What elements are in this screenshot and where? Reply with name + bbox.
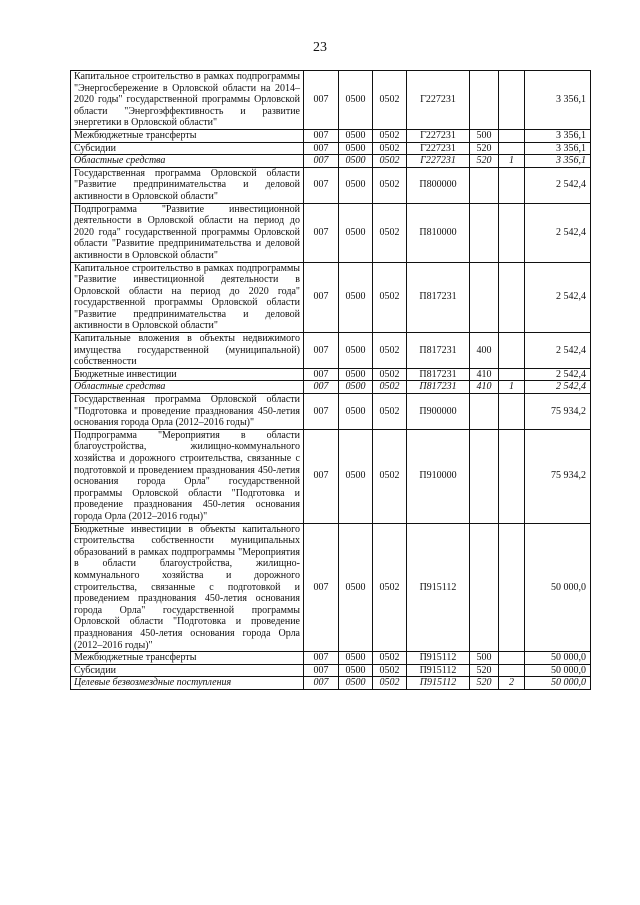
table-row	[71, 333, 591, 369]
row-section-code: 0500	[339, 429, 373, 523]
row-expense-type: 410	[470, 381, 499, 394]
row-amount: 2 542,4	[525, 333, 591, 369]
row-amount: 2 542,4	[525, 381, 591, 394]
row-ved-code: 007	[304, 155, 339, 168]
row-subsection-code: 0502	[373, 368, 407, 381]
row-target-article: Г227231	[407, 142, 470, 155]
row-name: Капитальное строительство в рамках подпрограммы "Развитие инвестиционной деятельности в Орловской области на период до 2020 года" государственной программы Орловской области "Развитие предпринимательства и деловой активности в Орловской области"	[71, 262, 304, 333]
row-expense-type	[470, 203, 499, 262]
row-name: Государственная программа Орловской области "Развитие предпринимательства и деловой активности в Орловской области"	[71, 167, 304, 203]
row-amount: 3 356,1	[525, 142, 591, 155]
table-row	[71, 664, 591, 677]
row-expense-type: 520	[470, 142, 499, 155]
row-name: Бюджетные инвестиции	[71, 368, 304, 381]
row-ved-code: 007	[304, 664, 339, 677]
row-amount: 50 000,0	[525, 652, 591, 665]
row-section-code: 0500	[339, 652, 373, 665]
row-target-article: П817231	[407, 262, 470, 333]
row-expense-type: 520	[470, 677, 499, 690]
row-ved-code: 007	[304, 394, 339, 430]
row-funding-source	[499, 129, 525, 142]
row-name: Межбюджетные трансферты	[71, 652, 304, 665]
row-subsection-code: 0502	[373, 129, 407, 142]
row-section-code: 0500	[339, 394, 373, 430]
row-subsection-code: 0502	[373, 677, 407, 690]
row-amount: 50 000,0	[525, 523, 591, 652]
row-name: Капитальное строительство в рамках подпрограммы "Энергосбережение в Орловской области на 2014–2020 годы" государственной программы Орловской области "Энергоэффективность и развитие энергетики в Орловской области"	[71, 71, 304, 130]
table-row	[71, 203, 591, 262]
row-expense-type: 520	[470, 664, 499, 677]
row-amount: 3 356,1	[525, 155, 591, 168]
row-subsection-code: 0502	[373, 381, 407, 394]
row-funding-source: 1	[499, 155, 525, 168]
row-target-article: П810000	[407, 203, 470, 262]
table-row	[71, 129, 591, 142]
table-row	[71, 167, 591, 203]
row-section-code: 0500	[339, 381, 373, 394]
row-ved-code: 007	[304, 262, 339, 333]
row-name: Капитальные вложения в объекты недвижимого имущества государственной (муниципальной) собственности	[71, 333, 304, 369]
row-name: Бюджетные инвестиции в объекты капитального строительства собственности муниципальных образований в рамках подпрограммы "Мероприятия в области благоустройства, жилищно-коммунального хозяйства и дорожного строительства, связанные с подготовкой и проведением празднования 450-летия основания города Орла" государственной программы Орловской области "Подготовка и проведение празднования 450-летия основания города Орла (2012–2016 годы)"	[71, 523, 304, 652]
row-amount: 75 934,2	[525, 394, 591, 430]
row-section-code: 0500	[339, 368, 373, 381]
row-subsection-code: 0502	[373, 167, 407, 203]
row-target-article: П915112	[407, 664, 470, 677]
row-amount: 50 000,0	[525, 677, 591, 690]
row-expense-type: 500	[470, 652, 499, 665]
row-ved-code: 007	[304, 523, 339, 652]
row-section-code: 0500	[339, 333, 373, 369]
row-ved-code: 007	[304, 203, 339, 262]
row-target-article: Г227231	[407, 71, 470, 130]
table-row	[71, 155, 591, 168]
row-name: Субсидии	[71, 664, 304, 677]
row-section-code: 0500	[339, 71, 373, 130]
table-row	[71, 677, 591, 690]
row-ved-code: 007	[304, 381, 339, 394]
row-target-article: Г227231	[407, 129, 470, 142]
row-funding-source: 1	[499, 381, 525, 394]
table-row	[71, 262, 591, 333]
row-funding-source	[499, 71, 525, 130]
budget-table	[70, 70, 591, 690]
row-funding-source	[499, 167, 525, 203]
row-funding-source	[499, 333, 525, 369]
row-expense-type	[470, 167, 499, 203]
row-target-article: П915112	[407, 652, 470, 665]
row-section-code: 0500	[339, 142, 373, 155]
row-target-article: П817231	[407, 333, 470, 369]
row-target-article: П900000	[407, 394, 470, 430]
row-name: Подпрограмма "Развитие инвестиционной деятельности в Орловской области на период до 2020 года" государственной программы Орловской области "Развитие предпринимательства и деловой активности в Орловской области"	[71, 203, 304, 262]
row-funding-source	[499, 429, 525, 523]
row-ved-code: 007	[304, 129, 339, 142]
row-amount: 2 542,4	[525, 203, 591, 262]
row-target-article: П817231	[407, 381, 470, 394]
row-section-code: 0500	[339, 155, 373, 168]
row-amount: 2 542,4	[525, 368, 591, 381]
row-name: Областные средства	[71, 381, 304, 394]
row-subsection-code: 0502	[373, 664, 407, 677]
row-funding-source	[499, 142, 525, 155]
row-ved-code: 007	[304, 71, 339, 130]
row-subsection-code: 0502	[373, 394, 407, 430]
row-subsection-code: 0502	[373, 262, 407, 333]
row-funding-source	[499, 523, 525, 652]
row-name: Субсидии	[71, 142, 304, 155]
table-row	[71, 429, 591, 523]
row-expense-type	[470, 429, 499, 523]
row-expense-type	[470, 523, 499, 652]
row-target-article: П910000	[407, 429, 470, 523]
row-section-code: 0500	[339, 677, 373, 690]
row-funding-source	[499, 652, 525, 665]
row-ved-code: 007	[304, 429, 339, 523]
row-subsection-code: 0502	[373, 142, 407, 155]
row-ved-code: 007	[304, 333, 339, 369]
row-target-article: П915112	[407, 677, 470, 690]
row-subsection-code: 0502	[373, 155, 407, 168]
row-ved-code: 007	[304, 677, 339, 690]
row-amount: 3 356,1	[525, 129, 591, 142]
row-name: Межбюджетные трансферты	[71, 129, 304, 142]
row-funding-source: 2	[499, 677, 525, 690]
row-expense-type: 410	[470, 368, 499, 381]
table-row	[71, 652, 591, 665]
row-target-article: П817231	[407, 368, 470, 381]
row-funding-source	[499, 262, 525, 333]
row-section-code: 0500	[339, 129, 373, 142]
row-funding-source	[499, 664, 525, 677]
row-funding-source	[499, 203, 525, 262]
table-row	[71, 71, 591, 130]
row-section-code: 0500	[339, 167, 373, 203]
page-number: 23	[313, 40, 327, 55]
table-row	[71, 381, 591, 394]
row-subsection-code: 0502	[373, 429, 407, 523]
row-subsection-code: 0502	[373, 71, 407, 130]
row-funding-source	[499, 394, 525, 430]
row-name: Государственная программа Орловской области "Подготовка и проведение празднования 450-летия основания города Орла (2012–2016 годы)"	[71, 394, 304, 430]
row-amount: 3 356,1	[525, 71, 591, 130]
row-amount: 75 934,2	[525, 429, 591, 523]
row-expense-type	[470, 71, 499, 130]
table-row	[71, 142, 591, 155]
row-name: Целевые безвозмездные поступления	[71, 677, 304, 690]
row-section-code: 0500	[339, 523, 373, 652]
row-expense-type: 500	[470, 129, 499, 142]
table-row	[71, 394, 591, 430]
row-section-code: 0500	[339, 262, 373, 333]
row-name: Областные средства	[71, 155, 304, 168]
row-ved-code: 007	[304, 652, 339, 665]
row-subsection-code: 0502	[373, 203, 407, 262]
row-ved-code: 007	[304, 368, 339, 381]
row-ved-code: 007	[304, 142, 339, 155]
row-subsection-code: 0502	[373, 523, 407, 652]
row-subsection-code: 0502	[373, 333, 407, 369]
row-expense-type	[470, 262, 499, 333]
table-row	[71, 523, 591, 652]
table-row	[71, 368, 591, 381]
row-ved-code: 007	[304, 167, 339, 203]
row-expense-type: 400	[470, 333, 499, 369]
row-section-code: 0500	[339, 664, 373, 677]
row-target-article: П915112	[407, 523, 470, 652]
row-amount: 2 542,4	[525, 167, 591, 203]
row-section-code: 0500	[339, 203, 373, 262]
row-subsection-code: 0502	[373, 652, 407, 665]
row-expense-type	[470, 394, 499, 430]
row-target-article: Г227231	[407, 155, 470, 168]
row-funding-source	[499, 368, 525, 381]
row-amount: 50 000,0	[525, 664, 591, 677]
row-target-article: П800000	[407, 167, 470, 203]
row-amount: 2 542,4	[525, 262, 591, 333]
row-name: Подпрограмма "Мероприятия в области благоустройства, жилищно-коммунального хозяйства и дорожного строительства, связанные с подготовкой и проведением празднования 450-летия основания города Орла" государственной программы Орловской области "Подготовка и проведение празднования 450-летия основания города Орла (2012–2016 годы)"	[71, 429, 304, 523]
row-expense-type: 520	[470, 155, 499, 168]
